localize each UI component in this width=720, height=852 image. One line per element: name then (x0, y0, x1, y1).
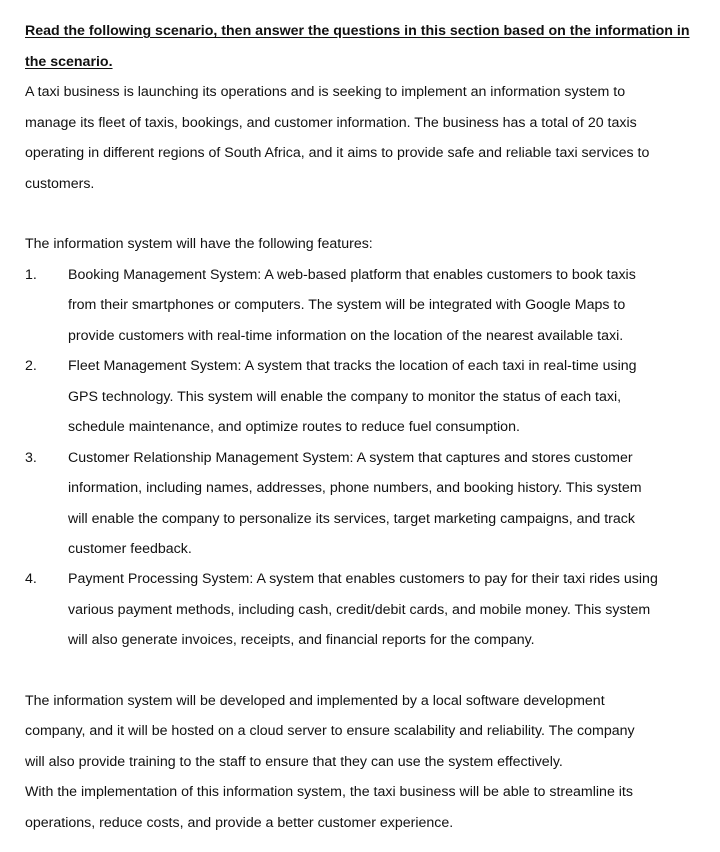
feature-number-2: 2. (25, 358, 37, 374)
closing-line-1: The information system will be developed and implemented by a local software development (25, 693, 605, 709)
feature-3-line-2: information, including names, addresses, phone numbers, and booking history. This system (68, 480, 642, 496)
feature-3-line-3: will enable the company to personalize its services, target marketing campaigns, and track (68, 511, 635, 527)
scenario-heading-line-1: Read the following scenario, then answer the questions in this section based on the information in (25, 23, 690, 39)
feature-3-line-4: customer feedback. (68, 541, 192, 557)
feature-2-line-2: GPS technology. This system will enable the company to monitor the status of each taxi, (68, 389, 622, 405)
closing-line-2: company, and it will be hosted on a cloud server to ensure scalability and reliability. The company (25, 723, 635, 739)
intro-line-2: manage its fleet of taxis, bookings, and customer information. The business has a total of 20 taxis (25, 115, 637, 131)
intro-line-4: customers. (25, 176, 95, 192)
feature-1-line-3: provide customers with real-time information on the location of the nearest available taxi. (68, 328, 624, 344)
feature-4-line-1: Payment Processing System: A system that enables customers to pay for their taxi rides using (68, 571, 658, 587)
feature-2-line-1: Fleet Management System: A system that tracks the location of each taxi in real-time using (68, 358, 637, 374)
intro-line-3: operating in different regions of South Africa, and it aims to provide safe and reliable taxi services to (25, 145, 650, 161)
scenario-heading-line-2: the scenario. (25, 54, 113, 70)
feature-number-4: 4. (25, 571, 37, 587)
features-intro: The information system will have the following features: (25, 236, 373, 252)
closing-line-4: With the implementation of this information system, the taxi business will be able to streamline its (25, 784, 633, 800)
closing-line-5: operations, reduce costs, and provide a better customer experience. (25, 815, 454, 831)
feature-2-line-3: schedule maintenance, and optimize routes to reduce fuel consumption. (68, 419, 520, 435)
feature-4-line-3: will also generate invoices, receipts, and financial reports for the company. (68, 632, 535, 648)
feature-number-1: 1. (25, 267, 37, 283)
feature-3-line-1: Customer Relationship Management System: A system that captures and stores customer (68, 450, 633, 466)
feature-number-3: 3. (25, 450, 37, 466)
closing-line-3: will also provide training to the staff to ensure that they can use the system effectively. (25, 754, 563, 770)
feature-1-line-1: Booking Management System: A web-based platform that enables customers to book taxis (68, 267, 636, 283)
feature-1-line-2: from their smartphones or computers. The system will be integrated with Google Maps to (68, 297, 626, 313)
intro-line-1: A taxi business is launching its operations and is seeking to implement an information system to (25, 84, 626, 100)
feature-4-line-2: various payment methods, including cash, credit/debit cards, and mobile money. This system (68, 602, 651, 618)
